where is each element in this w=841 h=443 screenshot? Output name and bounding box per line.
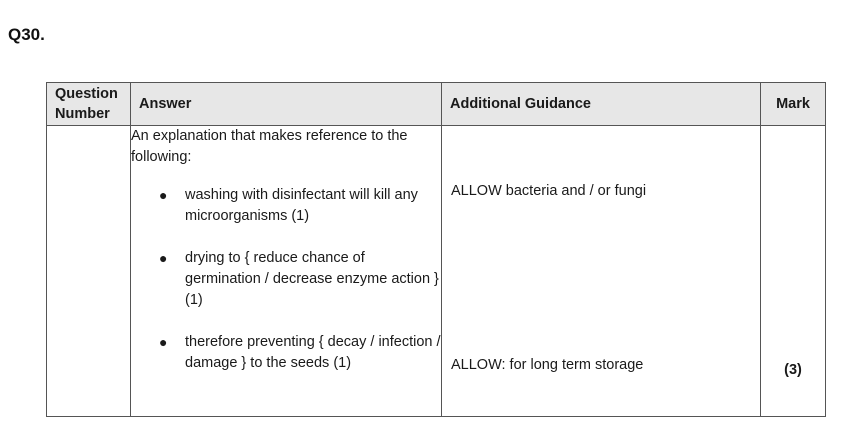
bullet-icon: ● xyxy=(159,334,168,350)
list-item xyxy=(131,185,441,227)
mark-cell xyxy=(761,126,826,417)
answer-intro: An explanation that makes reference to the following: xyxy=(131,128,408,165)
header-answer: Answer xyxy=(131,83,442,126)
answer-points-list xyxy=(131,185,441,374)
mark-scheme-table xyxy=(46,82,826,417)
guidance-cell xyxy=(442,126,761,417)
header-additional-guidance: Additional Guidance xyxy=(442,83,761,126)
mark-value: (3) xyxy=(784,362,802,378)
bullet-icon: ● xyxy=(159,250,168,266)
guidance-text: ALLOW: for long term storage xyxy=(451,357,644,373)
table-row xyxy=(47,126,826,417)
answer-point-text: therefore preventing { decay / infection / damage } to the seeds (1) xyxy=(185,334,441,371)
answer-cell xyxy=(131,126,442,417)
bullet-icon: ● xyxy=(159,187,168,203)
table-header-row xyxy=(47,83,826,126)
question-title: Q30. xyxy=(8,25,45,44)
header-question-number: Question Number xyxy=(47,83,131,126)
header-mark: Mark xyxy=(761,83,826,126)
answer-point-text: washing with disinfectant will kill any microorganisms (1) xyxy=(185,187,418,224)
question-number-cell xyxy=(47,126,131,417)
guidance-text: ALLOW bacteria and / or fungi xyxy=(451,183,647,199)
answer-point-text: drying to { reduce chance of germination / decrease enzyme action } (1) xyxy=(185,250,439,308)
list-item xyxy=(131,248,441,311)
list-item xyxy=(131,332,441,374)
